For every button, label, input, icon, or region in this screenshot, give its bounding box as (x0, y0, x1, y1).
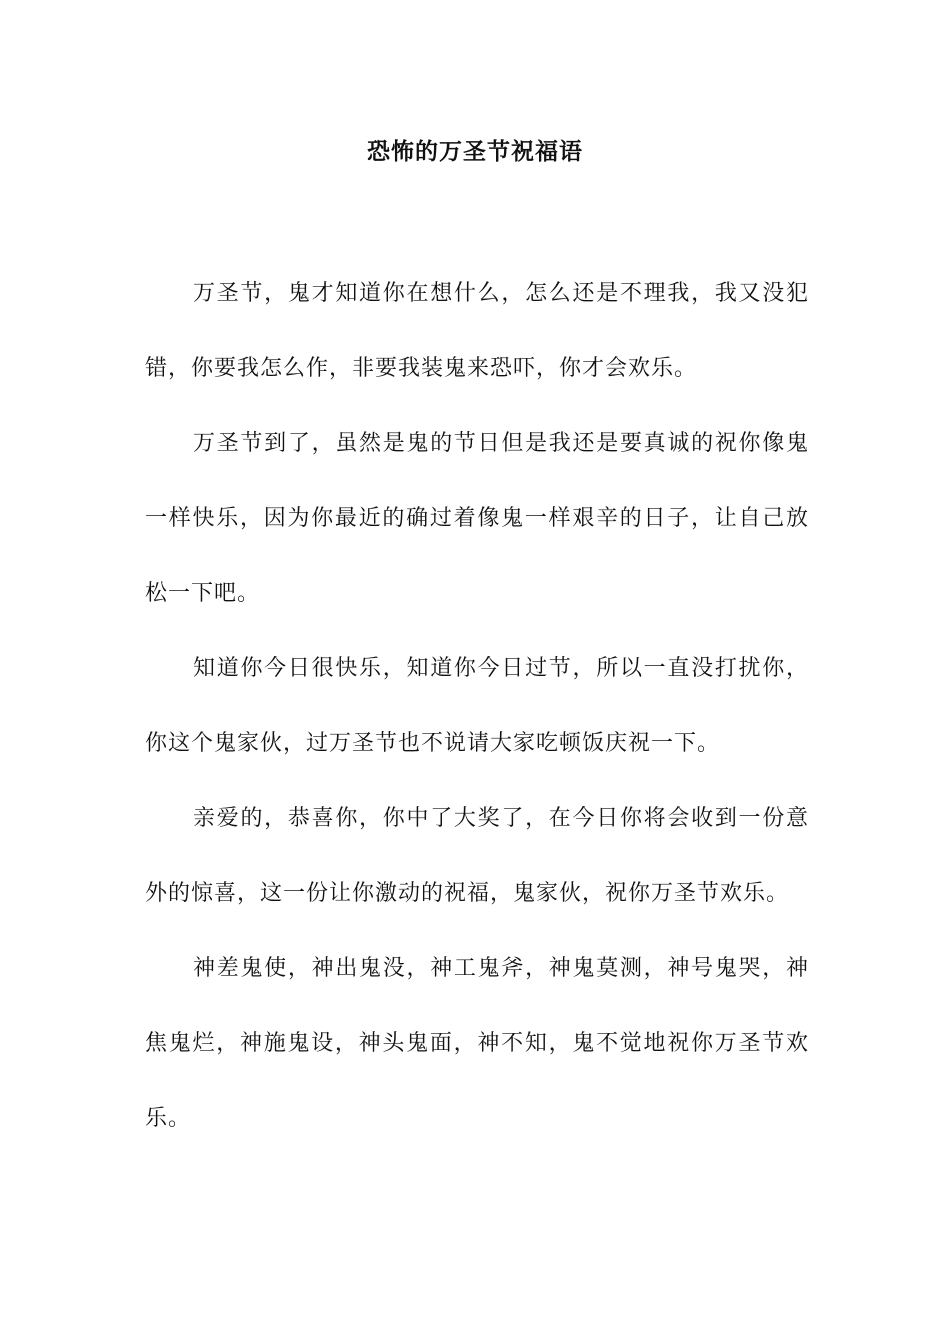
document-body (145, 256, 809, 1156)
paragraph-2: 万圣节到了，虽然是鬼的节日但是我还是要真诚的祝你像鬼一样快乐，因为你最近的确过着像鬼一样艰辛的日子，让自己放松一下吧。 (145, 431, 809, 606)
document-title: 恐怖的万圣节祝福语 (367, 138, 583, 165)
paragraph-4: 亲爱的，恭喜你，你中了大奖了，在今日你将会收到一份意外的惊喜，这一份让你激动的祝福，鬼家伙，祝你万圣节欢乐。 (145, 806, 809, 906)
paragraph-3: 知道你今日很快乐，知道你今日过节，所以一直没打扰你，你这个鬼家伙，过万圣节也不说请大家吃顿饭庆祝一下。 (145, 656, 809, 756)
paragraph-1: 万圣节，鬼才知道你在想什么，怎么还是不理我，我又没犯错，你要我怎么作，非要我装鬼来恐吓，你才会欢乐。 (145, 281, 809, 381)
paragraph-5: 神差鬼使，神出鬼没，神工鬼斧，神鬼莫测，神号鬼哭，神焦鬼烂，神施鬼设，神头鬼面，神不知，鬼不觉地祝你万圣节欢乐。 (145, 956, 809, 1131)
